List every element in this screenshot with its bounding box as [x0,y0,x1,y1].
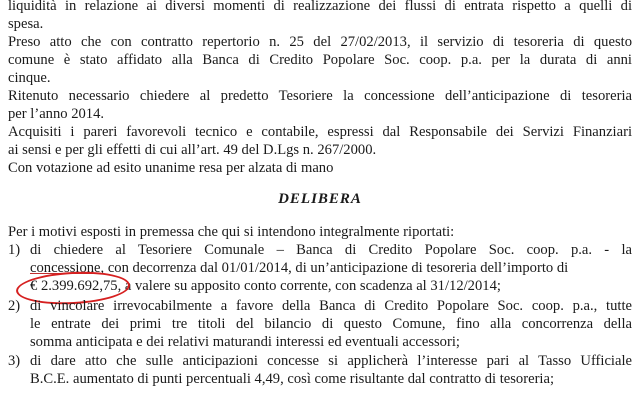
para2-line1: Preso atto che con contratto repertorio n. 25 del 27/02/2013, il servizio di tesoreria di questo [8,34,632,50]
item-1-line2-rest: , con decorrenza dal 01/01/2014, di un’anticipazione di tesoreria dell’importo di [100,260,569,276]
para1-line2: spesa. [8,16,44,32]
item-2-line3: somma anticipata e dei relativi maturandi interessi ed eventuali accessori; [30,334,460,350]
item-1-line2 [30,259,632,277]
item-3-number: 3) [8,353,21,369]
item-1-concessione: concessione [30,260,101,276]
item-3-line1: di dare atto che sulle anticipazioni concesse si applicherà l’interesse pari al Tasso Ufficiale [30,353,632,369]
para4-line1: Acquisiti i pareri favorevoli tecnico e contabile, espressi dal Responsabile dei Servizi Finanziari [8,124,632,140]
item-1-number: 1) [8,242,21,258]
item-3-line2: B.C.E. aumentato di punti percentuali 4,49, così come risultante dal contratto di tesoreria; [30,371,555,387]
para2-line3: cinque. [8,70,51,86]
item-1-line1: di chiedere al Tesoriere Comunale – Banca di Credito Popolare Soc. coop. p.a. - la [30,242,632,258]
intro-line: Per i motivi esposti in premessa che qui si intendono integralmente riportati: [8,224,455,240]
item-2-number: 2) [8,298,21,314]
item-2-line2: le entrate dei primi tre titoli del bilancio di questo Comune, fino alla concorrenza della [30,316,632,332]
item-2-line1: di vincolare irrevocabilmente a favore della Banca di Credito Popolare Soc. coop. p.a., tutte [30,298,632,314]
para3-line2: per l’anno 2014. [8,106,105,122]
item-1-line3 [30,277,632,295]
section-title: DELIBERA [278,191,362,207]
para5-line1: Con votazione ad esito unanime resa per alzata di mano [8,160,334,176]
para3-line1: Ritenuto necessario chiedere al predetto Tesoriere la concessione dell’anticipazione di tesoreria [8,88,632,104]
para1-line1: liquidità in relazione ai diversi momenti di realizzazione dei flussi di entrata rispetto a quelli di [8,0,632,14]
para2-line2: comune è stato affidato alla Banca di Credito Popolare Soc. coop. p.a. per la durata di anni [8,52,632,68]
item-1-line3-rest: , a valere su apposito conto corrente, con scadenza al 31/12/2014; [117,278,501,294]
para4-line2: ai sensi e per gli effetti di cui all’art. 49 del D.Lgs n. 267/2000. [8,142,377,158]
item-1-amount: € 2.399.692,75 [30,278,118,294]
